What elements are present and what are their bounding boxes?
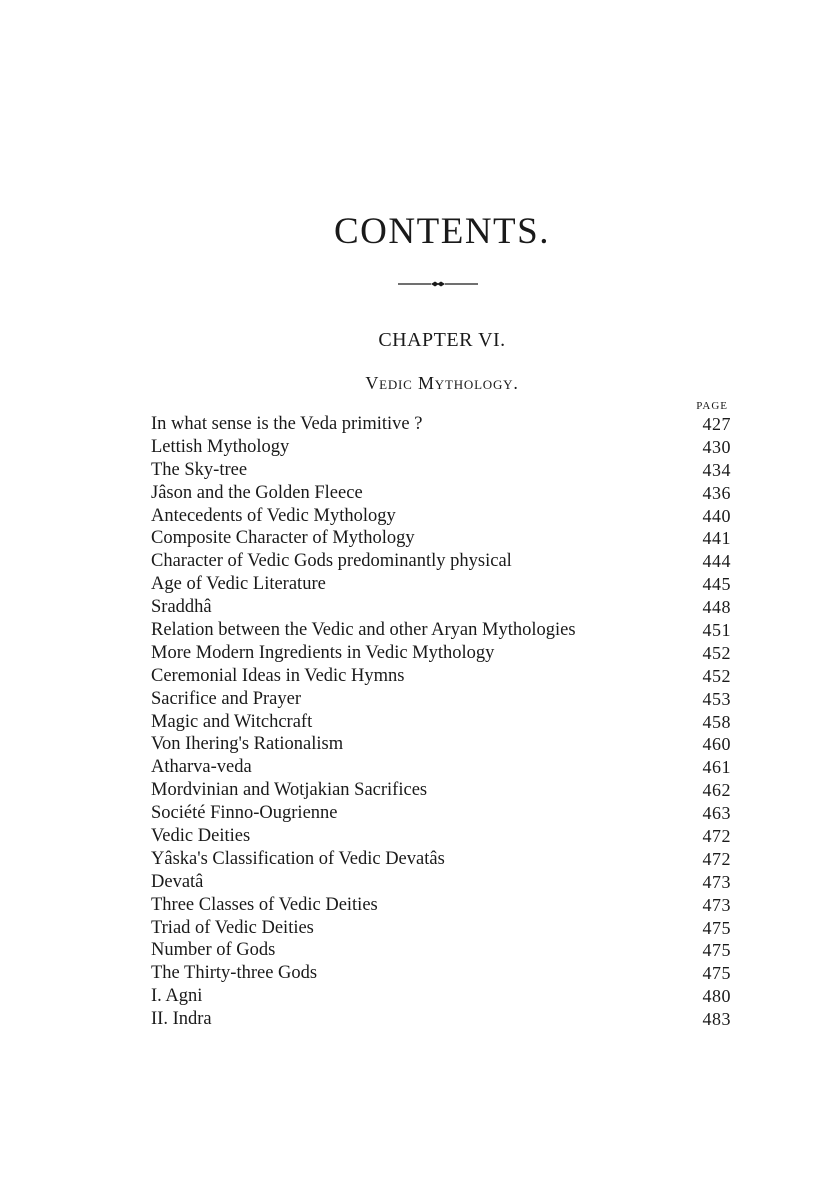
toc-entry [151,779,731,802]
toc-entry-page: 475 [681,939,731,962]
toc-entry-title: Devatâ [151,871,207,894]
toc-entry-title: The Thirty-three Gods [151,962,321,985]
dot-leaders [155,596,675,619]
dot-leaders [155,985,675,1008]
toc-entry-title: Antecedents of Vedic Mythology [151,505,400,528]
toc-entry-page: 445 [681,573,731,596]
toc-entry [151,459,731,482]
toc-entry-page: 436 [681,482,731,505]
toc-entry-title: I. Agni [151,985,206,1008]
toc-entry [151,688,731,711]
toc-entry [151,711,731,734]
toc-entry-title: More Modern Ingredients in Vedic Mythology [151,642,498,665]
toc-entry-title: Von Ihering's Rationalism [151,733,347,756]
toc-entry-title: Sacrifice and Prayer [151,688,305,711]
toc-entry-title: Character of Vedic Gods predominantly physical [151,550,516,573]
toc-entry-title: Magic and Witchcraft [151,711,316,734]
table-of-contents [151,413,731,1031]
divider-ornament [398,278,478,290]
toc-entry-page: 473 [681,894,731,917]
toc-entry-page: 475 [681,962,731,985]
page-title: CONTENTS. [334,211,550,252]
toc-entry [151,939,731,962]
toc-entry-title: Yâska's Classification of Vedic Devatâs [151,848,449,871]
dot-leaders [155,1008,675,1031]
toc-entry-page: 473 [681,871,731,894]
page-column-label: PAGE [696,400,728,412]
toc-entry-title: Ceremonial Ideas in Vedic Hymns [151,665,408,688]
toc-entry-title: Société Finno-Ougrienne [151,802,342,825]
toc-entry-title: Atharva-veda [151,756,256,779]
toc-entry-page: 441 [681,527,731,550]
toc-entry [151,1008,731,1031]
toc-entry [151,917,731,940]
toc-entry-page: 462 [681,779,731,802]
toc-entry-page: 472 [681,848,731,871]
toc-entry-page: 452 [681,665,731,688]
toc-entry [151,436,731,459]
toc-entry-title: Sraddhâ [151,596,216,619]
toc-entry-title: Jâson and the Golden Fleece [151,482,367,505]
chapter-heading: CHAPTER VI. [378,329,506,351]
toc-entry-page: 460 [681,733,731,756]
toc-entry-page: 434 [681,459,731,482]
toc-entry [151,527,731,550]
toc-entry-page: 475 [681,917,731,940]
toc-entry-title: Vedic Deities [151,825,254,848]
toc-entry-page: 463 [681,802,731,825]
toc-entry-page: 440 [681,505,731,528]
toc-entry-page: 483 [681,1008,731,1031]
toc-entry-page: 461 [681,756,731,779]
toc-entry-page: 458 [681,711,731,734]
toc-entry [151,985,731,1008]
chapter-subtitle: Vedic Mythology. [365,373,519,393]
dot-leaders [155,871,675,894]
toc-entry-page: 451 [681,619,731,642]
toc-entry [151,573,731,596]
toc-entry-title: Number of Gods [151,939,279,962]
toc-entry-title: The Sky-tree [151,459,251,482]
toc-entry [151,550,731,573]
toc-entry-title: Mordvinian and Wotjakian Sacrifices [151,779,431,802]
toc-entry-title: Triad of Vedic Deities [151,917,318,940]
toc-entry [151,756,731,779]
toc-entry-page: 453 [681,688,731,711]
toc-entry-page: 480 [681,985,731,1008]
toc-entry [151,894,731,917]
toc-entry-page: 444 [681,550,731,573]
toc-entry-title: In what sense is the Veda primitive ? [151,413,426,436]
toc-entry-title: II. Indra [151,1008,216,1031]
toc-entry-title: Three Classes of Vedic Deities [151,894,382,917]
toc-entry [151,642,731,665]
toc-entry-page: 430 [681,436,731,459]
toc-entry-title: Composite Character of Mythology [151,527,419,550]
toc-entry-page: 452 [681,642,731,665]
toc-entry [151,505,731,528]
toc-entry [151,413,731,436]
toc-entry [151,619,731,642]
toc-entry-page: 427 [681,413,731,436]
toc-entry-title: Age of Vedic Literature [151,573,330,596]
toc-entry [151,871,731,894]
toc-entry [151,802,731,825]
toc-entry-page: 472 [681,825,731,848]
toc-entry [151,482,731,505]
toc-entry [151,733,731,756]
toc-entry-page: 448 [681,596,731,619]
toc-entry-title: Lettish Mythology [151,436,293,459]
toc-entry [151,665,731,688]
toc-entry-title: Relation between the Vedic and other Aryan Mythologies [151,619,580,642]
toc-entry [151,596,731,619]
toc-entry [151,825,731,848]
toc-entry [151,848,731,871]
toc-entry [151,962,731,985]
